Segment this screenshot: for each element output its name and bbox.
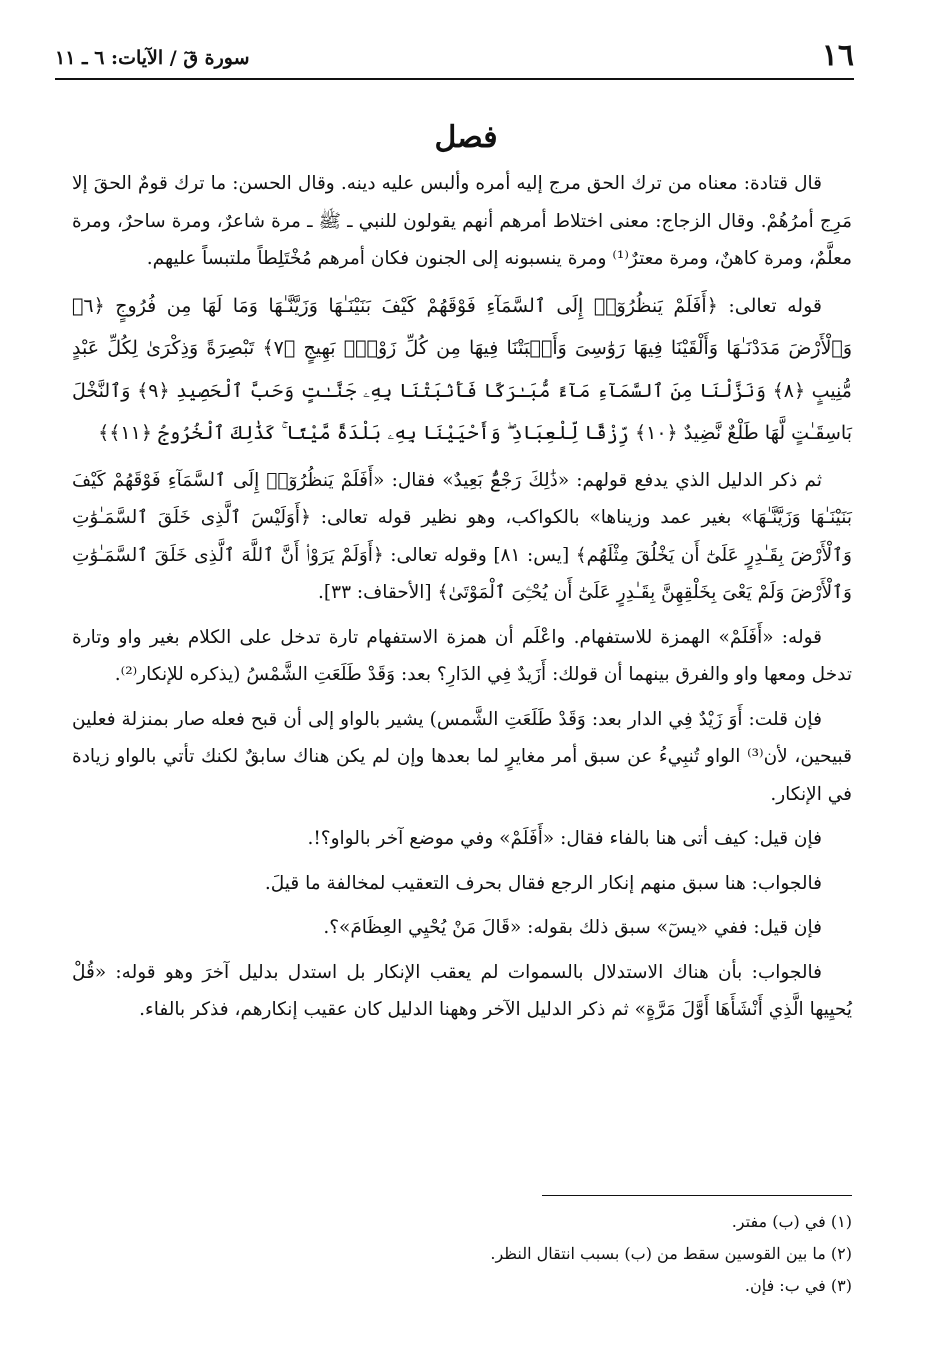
footnote-2: (٢) ما بين القوسين سقط من (ب) بسبب انتقال النظر. bbox=[490, 1244, 852, 1263]
paragraph-question-1: فإن قيل: كيف أتى هنا بالفاء فقال: «أَفَلَمْ» وفي موضع آخر بالواو؟!. bbox=[307, 828, 822, 849]
paragraph-quran-verses: قوله تعالى: ﴿أَفَلَمْ يَنظُرُوٓا۟ إِلَى ٱلسَّمَآءِ فَوْقَهُمْ كَيْفَ بَنَيْنَـٰهَا وَزَيَّنَّـٰهَا وَمَا لَهَا مِن فُرُوجٍ ﴿٦﴾ وَٱلْأَرْضَ مَدَدْنَـٰهَا وَأَلْقَيْنَا فِيهَا رَوَٰسِىَ وَأَنۢبَتْنَا فِيهَا مِن كُلِّ زَوْجٍۭ بَهِيجٍ ﴿٧﴾ تَبْصِرَةً وَذِكْرَىٰ لِكُلِّ عَبْدٍ مُّنِيبٍ ﴿٨﴾ وَنَزَّلْنَا مِنَ ٱلسَّمَآءِ مَآءً مُّبَـٰرَكًا فَأَنۢبَتْنَا بِهِۦ جَنَّـٰتٍ وَحَبَّ ٱلْحَصِيدِ ﴿٩﴾ وَٱلنَّخْلَ بَاسِقَـٰتٍ لَّهَا طَلْعٌ نَّضِيدٌ ﴿١٠﴾ رِّزْقًا لِّلْعِبَادِ ۖ وَأَحْيَيْنَا بِهِۦ بَلْدَةً مَّيْتًا ۚ كَذَٰلِكَ ٱلْخُرُوجُ ﴿١١﴾﴾ bbox=[72, 294, 852, 444]
section-title: فصل bbox=[434, 120, 498, 155]
body-text bbox=[72, 165, 852, 1036]
paragraph-answer-2: فالجواب: بأن هناك الاستدلال بالسموات لم يعقب الإنكار بل استدل بدليل آخرَ وهو قوله: «قُلْ يُحيِيها الَّذِي أَنْشَأَهَا أَوَّلَ مَرَّةٍ» ثم ذكر الدليل الآخر وههنا الدليل كان عقيب إنكارهم، فذكر بالفاء. bbox=[72, 961, 852, 1020]
paragraph-answer-1: فالجواب: هنا سبق منهم إنكار الرجع فقال بحرف التعقيب لمخالفة ما قيلَ. bbox=[264, 872, 822, 894]
footnote-3: (٣) في ب: فإن. bbox=[744, 1276, 852, 1295]
footnotes bbox=[72, 1206, 852, 1302]
footnote-divider bbox=[542, 1195, 852, 1196]
paragraph-qatada: قال قتادة: معناه من ترك الحق مرج إليه أمره وألبس عليه دينه. وقال الحسن: ما ترك قومٌ الحقَ إلا مَرِج أمرُهُمْ. وقال الزجاج: معنى اختلاط أمرهم أنهم يقولون للنبي ـ ﷺ ـ مرة شاعرٌ، ومرة ساحرٌ، ومرة معلَّمٌ، ومرة كاهنٌ، ومرة معترٌ⁽¹⁾ ومرة ينسبونه إلى الجنون فكان أمرهم مُخْتَلِطاً ملتبساً عليهم. bbox=[72, 173, 852, 269]
paragraph-waw-explanation: فإن قلت: أَوَ زَيْدٌ فِي الدار بعد: وَقَدْ طَلَعَتِ الشَّمس) يشير بالواو إلى أن قبح فعله صار بمنزلة فعلين قبيحين، لأن⁽³⁾ الواو تُنبِيءُ عن سبق أمر مغايرٍ لما بعدها وإن لم يكن هناك سابقٌ لكنك تأتي بالواو زيادة في الإنكار. bbox=[72, 708, 852, 805]
paragraph-evidence: ثم ذكر الدليل الذي يدفع قولهم: «ذَٰلِكَ رَجْعٌۢ بَعِيدٌ» فقال: «أَفَلَمْ يَنظُرُوٓا۟ إِلَى ٱلسَّمَآءِ فَوْقَهُمْ كَيْفَ بَنَيْنَـٰهَا وَزَيَّنَّـٰهَا» بغير عمد وزيناها» بالكواكب، وهو نظير قوله تعالى: ﴿أَوَلَيْسَ ٱلَّذِى خَلَقَ ٱلسَّمَـٰوَٰتِ وَٱلْأَرْضَ بِقَـٰدِرٍ عَلَىٰٓ أَن يَخْلُقَ مِثْلَهُم﴾ [يس: ٨١] وقوله تعالى: ﴿أَوَلَمْ يَرَوْا۟ أَنَّ ٱللَّهَ ٱلَّذِى خَلَقَ ٱلسَّمَـٰوَٰتِ وَٱلْأَرْضَ وَلَمْ يَعْىَ بِخَلْقِهِنَّ بِقَـٰدِرٍ عَلَىٰٓ أَن يُحْـِۧىَ ٱلْمَوْتَىٰ﴾ [الأحقاف: ٣٣]. bbox=[72, 469, 852, 603]
running-title: سورة قٓ / الآيات: ٦ ـ ١١ bbox=[55, 47, 250, 69]
page-number: ١٦ bbox=[821, 38, 854, 73]
paragraph-interrogative-hamza: قوله: «أَفَلَمْ» الهمزة للاستفهام. واعْلَم أن همزة الاستفهام تارة تدخل على الكلام بغير واو وتارة تدخل ومعها واو والفرق بينهما أن قولك: أَزَيدٌ فِي الدَارِ؟ بعد: وَقَدْ طَلَعَتِ الشَّمْسُ (يذكره للإنكار⁽²⁾. bbox=[72, 626, 852, 685]
page-header bbox=[55, 38, 854, 80]
paragraph-question-2: فإن قيل: ففي «يسٓ» سبق ذلك بقوله: «قَالَ مَنْ يُحْيِي العِظَامَ»؟. bbox=[323, 917, 822, 938]
footnote-1: (١) في (ب) مفتر. bbox=[731, 1212, 852, 1231]
